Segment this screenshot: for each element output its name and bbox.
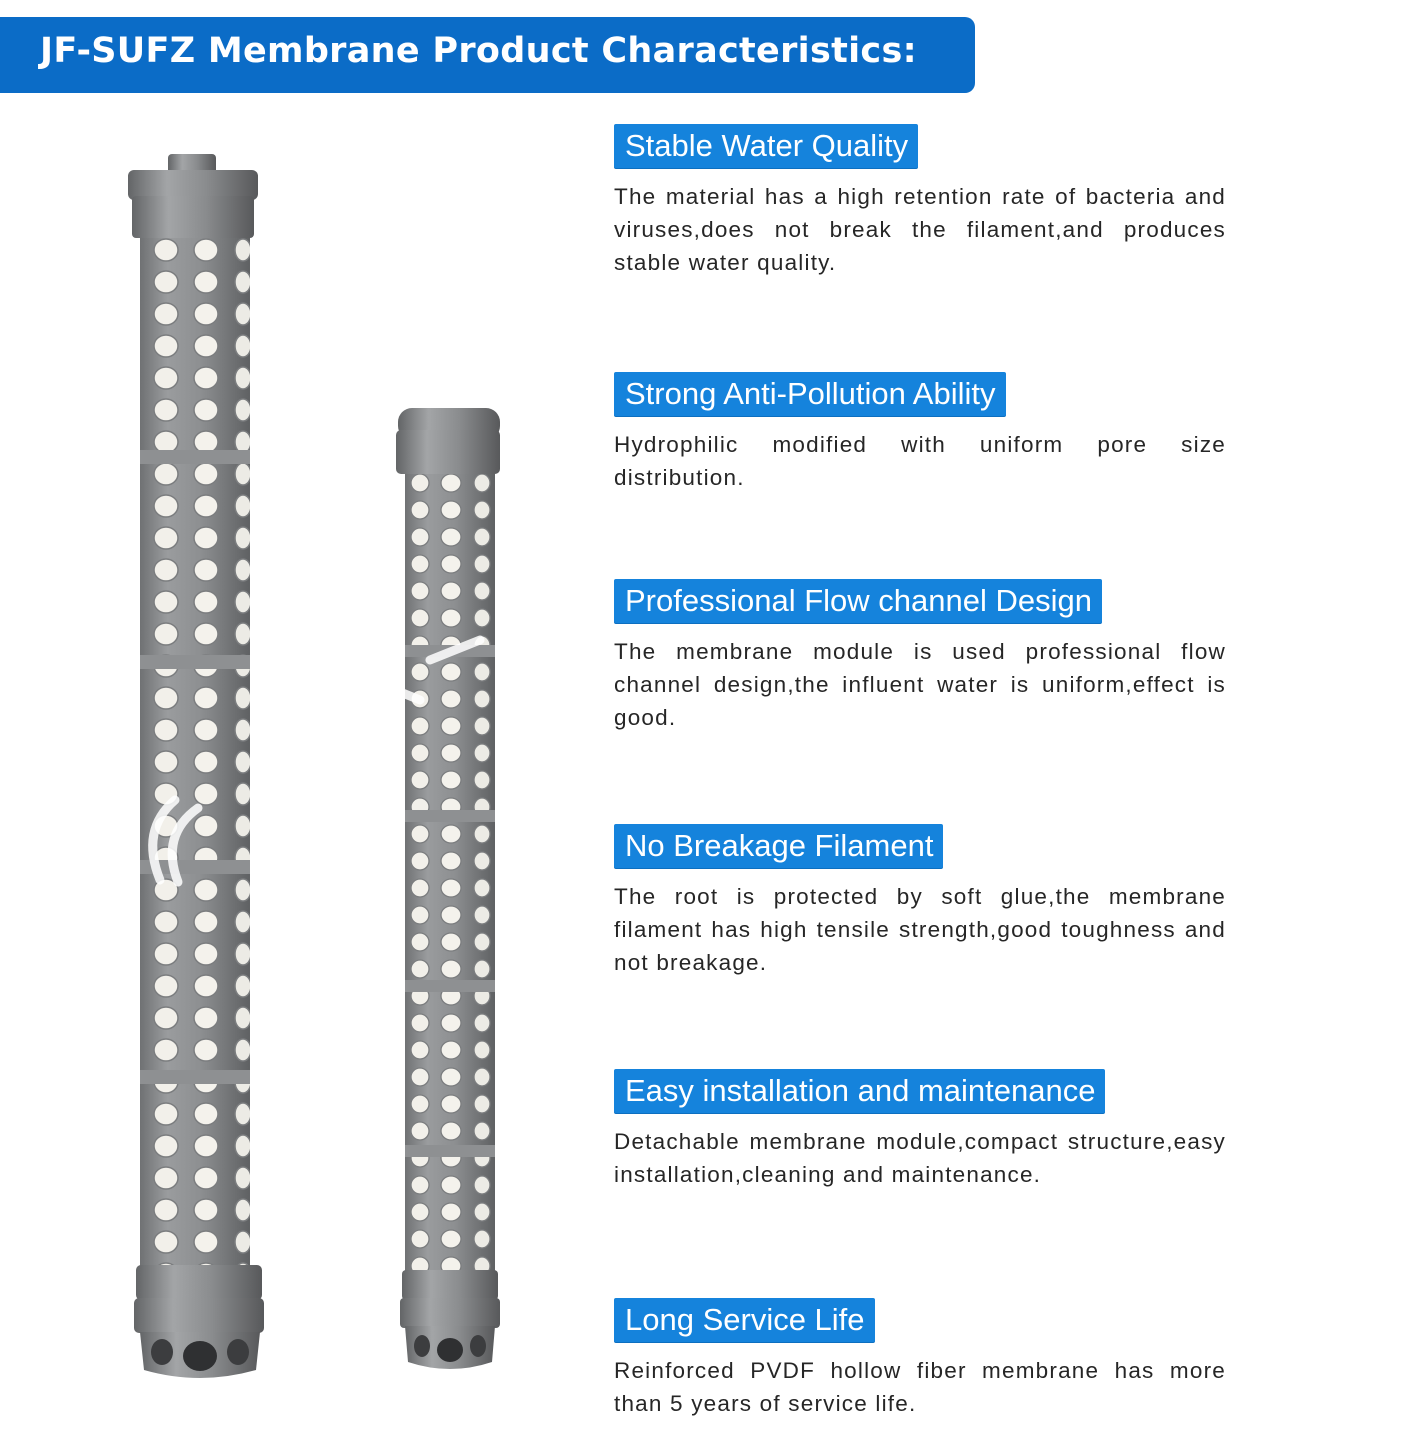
- feature-title: Professional Flow channel Design: [614, 579, 1102, 623]
- feature-title: Stable Water Quality: [614, 124, 918, 168]
- feature-description: The root is protected by soft glue,the membrane filament has high tensile strength,good toughness and not breakage.: [614, 884, 1226, 975]
- feature-description: Hydrophilic modified with uniform pore size distribution.: [614, 432, 1226, 490]
- feature-title: Easy installation and maintenance: [614, 1069, 1105, 1113]
- feature-description: The material has a high retention rate of bacteria and viruses,does not break the filament,and produces stable water quality.: [614, 184, 1226, 275]
- header-banner: [0, 17, 975, 93]
- feature-description: Detachable membrane module,compact structure,easy installation,cleaning and maintenance.: [614, 1129, 1226, 1187]
- feature-anti-pollution: [614, 372, 1226, 494]
- feature-long-service-life: [614, 1298, 1226, 1420]
- feature-description: The membrane module is used professional flow channel design,the influent water is uniform,effect is good.: [614, 639, 1226, 730]
- feature-title: Long Service Life: [614, 1298, 875, 1342]
- feature-stable-water-quality: [614, 124, 1226, 279]
- feature-flow-channel-design: [614, 579, 1226, 734]
- feature-easy-installation: [614, 1069, 1226, 1191]
- watermark-image: [120, 620, 520, 920]
- feature-no-breakage: [614, 824, 1226, 979]
- feature-title: No Breakage Filament: [614, 824, 943, 868]
- page-title: JF-SUFZ Membrane Product Characteristics:: [40, 31, 917, 71]
- feature-title: Strong Anti-Pollution Ability: [614, 372, 1006, 416]
- feature-description: Reinforced PVDF hollow fiber membrane has more than 5 years of service life.: [614, 1358, 1226, 1416]
